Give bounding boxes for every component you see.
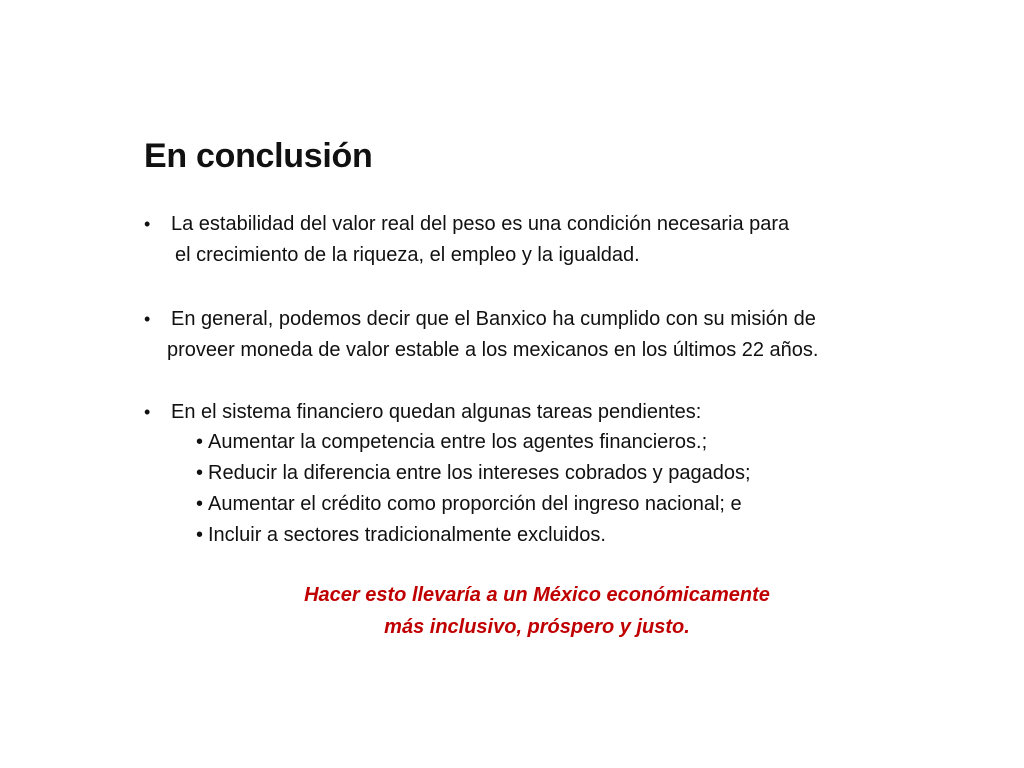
conclusion-line-2: más inclusivo, próspero y justo. [384,616,690,638]
bullet-3-line-1: En el sistema financiero quedan algunas tareas pendientes: [171,401,702,423]
conclusion-line-1: Hacer esto llevaría a un México económicamente [304,584,770,606]
sub-bullet-marker: • [196,462,204,484]
sub-bullet [196,427,707,457]
sub-bullet-text: Reducir la diferencia entre los intereses cobrados y pagados; [208,462,751,484]
bullet-marker: • [144,309,151,329]
bullet-2-line-1: En general, podemos decir que el Banxico ha cumplido con su misión de [171,308,816,330]
bullet-marker: • [144,214,151,234]
slide-title: En conclusión [144,137,373,175]
sub-bullet-text: Incluir a sectores tradicionalmente excluidos. [208,524,606,546]
sub-bullet-marker: • [196,524,204,546]
sub-bullet-text: Aumentar la competencia entre los agentes financieros.; [208,431,708,453]
sub-bullet-text: Aumentar el crédito como proporción del ingreso nacional; e [208,493,742,515]
sub-bullet [196,458,751,488]
sub-bullet-marker: • [196,431,204,453]
sub-bullet [196,489,742,519]
bullet-1-line-2: el crecimiento de la riqueza, el empleo y la igualdad. [175,244,640,266]
bullet-1-line-1: La estabilidad del valor real del peso es una condición necesaria para [171,213,790,235]
sub-bullet-marker: • [196,493,204,515]
sub-bullet [196,520,606,550]
bullet-2-line-2: proveer moneda de valor estable a los mexicanos en los últimos 22 años. [167,339,819,361]
bullet-marker: • [144,402,151,422]
